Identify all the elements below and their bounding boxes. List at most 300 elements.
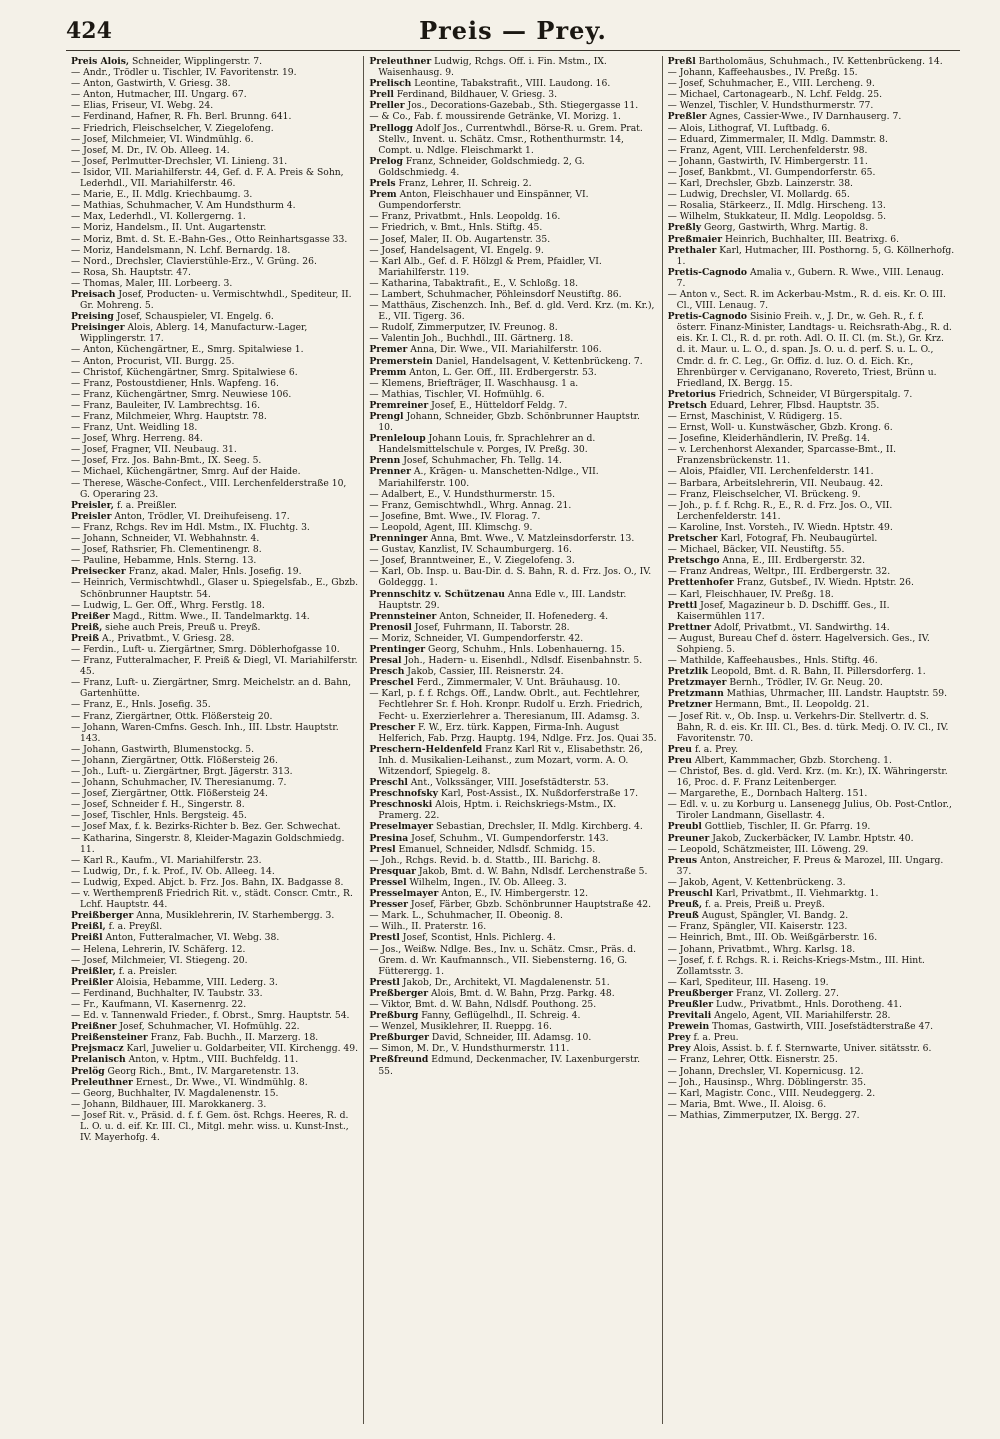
entry-details: f. a. Preu. [690, 1032, 739, 1044]
entry-details: — Franz, Milchmeier, Whrg. Hauptstr. 78. [71, 411, 267, 422]
directory-entry [668, 178, 955, 189]
entry-details: Jakob, Zuckerbäcker, IV. Lambr. Hptstr. 40. [709, 832, 914, 844]
directory-entry [71, 910, 358, 921]
entry-details: Josef, Schauspieler, VI. Engelg. 6. [113, 311, 274, 323]
directory-entry [369, 666, 656, 677]
entry-details: Mathias, Uhrmacher, III. Landstr. Hauptstr. 59. [723, 688, 948, 700]
entry-details: — Ferdinand, Buchhalter, IV. Taubstr. 33. [71, 987, 263, 999]
directory-entry [668, 633, 955, 655]
entry-details: — Johann, Drechsler, VI. Kopernicusg. 12. [667, 1065, 864, 1077]
entry-details: Friedrich, Schneider, VI Bürgerspitalg. 7. [715, 388, 913, 400]
entry-details: — Josef, f. f. Rchgs. R. i. Reichs-Kriegs-Mstm., III. Hint. Zollamtsstr. 3. [667, 954, 925, 977]
entry-surname: Preus [667, 854, 698, 866]
entry-details: — Johann, Ziergärtner, Ottk. Flößersteig 26. [71, 754, 278, 766]
directory-entry [71, 810, 358, 821]
directory-columns [66, 56, 960, 1424]
entry-surname: Preißl [71, 932, 103, 944]
directory-entry [369, 111, 656, 122]
directory-entry [369, 877, 656, 888]
entry-details: Fanny, Geflügelhdl., II. Schreig. 4. [418, 1010, 581, 1022]
page-number: 424 [66, 18, 112, 44]
entry-details: — Max, Lederhdl., VI. Kollergerng. 1. [71, 211, 246, 223]
entry-details: — Christof, Küchengärtner, Smrg. Spitalwiese 6. [71, 366, 298, 378]
directory-entry [71, 600, 358, 611]
entry-details: — Josef, Perlmutter-Drechsler, VI. Linieng. 31. [71, 155, 288, 167]
directory-entry [71, 200, 358, 211]
directory-entry [668, 100, 955, 111]
directory-entry [668, 955, 955, 977]
directory-entry [71, 478, 358, 500]
directory-entry [369, 89, 656, 100]
entry-surname: Premerstein [369, 355, 433, 367]
directory-entry [668, 67, 955, 78]
directory-entry [369, 300, 656, 322]
directory-entry [668, 833, 955, 844]
directory-entry [369, 56, 656, 78]
directory-entry [369, 256, 656, 278]
directory-entry [369, 333, 656, 344]
directory-entry [369, 522, 656, 533]
directory-entry [668, 211, 955, 222]
entry-details: — Ed. v. Tannenwald Frieder., f. Obrst., Smrg. Hauptstr. 54. [71, 1010, 350, 1022]
directory-entry [668, 711, 955, 744]
directory-entry [668, 156, 955, 167]
directory-entry [668, 1043, 955, 1054]
entry-details: Johann Louis, fr. Sprachlehrer an d. Handelsmittelschule v. Porges, IV. Preßg. 30. [378, 433, 596, 456]
directory-entry [71, 78, 358, 89]
entry-surname: Pretzmayer [667, 677, 727, 689]
entry-details: — Karl, Drechsler, Gbzb. Lainzerstr. 38. [667, 178, 853, 190]
entry-details: Ferdinand, Bildhauer, V. Griesg. 3. [393, 89, 558, 101]
entry-details: — Heinrich, Vermischtwhdl., Glaser u. Spiegelsfab., E., Gbzb. Schönbrunner Hauptstr. 54. [71, 577, 359, 600]
entry-details: — Karl, Ob. Insp. u. Bau-Dir. d. S. Bahn, R. d. Frz. Jos. O., IV. Goldeggg. 1. [369, 566, 652, 589]
entry-details: A., Privatbmt., V. Griesg. 28. [99, 632, 235, 644]
entry-surname: Premm [369, 366, 407, 378]
entry-details: — Fr., Kaufmann, VI. Kasernenrg. 22. [71, 998, 247, 1010]
entry-details: — Josef, Schneider f. H., Singerstr. 8. [71, 799, 245, 811]
directory-entry [71, 1010, 358, 1021]
entry-details: — Friedrich, Fleischselcher, V. Ziegelofeng. [71, 122, 274, 134]
entry-surname: Prenn [369, 455, 401, 467]
directory-entry [71, 644, 358, 655]
entry-details: Ant., Volkssänger, VIII. Josefstädterstr. 53. [407, 777, 609, 789]
entry-details: Heinrich, Buchhalter, III. Beatrixg. 6. [722, 233, 900, 245]
directory-entry [668, 877, 955, 888]
entry-surname: Preller [369, 100, 405, 112]
directory-entry [71, 799, 358, 810]
entry-details: — Katharina, Tabaktrafit., E., V. Schloßg. 18. [369, 277, 579, 289]
entry-surname: Preisecker [71, 566, 126, 578]
entry-details: Sebastian, Drechsler, II. Mdlg. Kirchberg. 4. [433, 821, 643, 833]
entry-details: Anton, Schneider, II. Hofenederg. 4. [436, 610, 609, 622]
entry-details: — Jakob, Agent, V. Kettenbrückeng. 3. [667, 876, 846, 888]
directory-column-3 [663, 56, 960, 1424]
directory-entry [668, 899, 955, 910]
directory-entry [668, 123, 955, 134]
entry-details: — Josef, Milchmeier, VI. Windmühlg. 6. [71, 133, 254, 145]
directory-entry [369, 356, 656, 367]
directory-entry [369, 788, 656, 799]
directory-entry [71, 566, 358, 577]
entry-details: — Ferdinand, Hafner, R. Fh. Berl. Brunng. 641. [71, 111, 292, 123]
directory-entry [71, 966, 358, 977]
directory-entry [369, 544, 656, 555]
directory-entry [369, 821, 656, 832]
entry-details: Jakob, Cassier, III. Reisnerstr. 24. [404, 666, 564, 678]
directory-entry [369, 688, 656, 721]
directory-entry [369, 799, 656, 821]
directory-entry [71, 222, 358, 233]
entry-surname: Preuner [667, 832, 710, 844]
entry-details: Josef, E., Hütteldorf Feldg. 7. [428, 399, 568, 411]
directory-entry [668, 1110, 955, 1121]
directory-entry [71, 156, 358, 167]
directory-entry [71, 322, 358, 344]
entry-details: — Georg, Buchhalter, IV. Magdalenenstr. 15. [71, 1087, 279, 1099]
entry-details: — Rudolf, Zimmerputzer, IV. Freunog. 8. [369, 322, 558, 334]
directory-entry [71, 711, 358, 722]
entry-surname: Preleuthner [369, 56, 432, 67]
entry-surname: Premreiner [369, 399, 429, 411]
entry-details: Anna, E., III. Erdbergerstr. 32. [719, 555, 866, 567]
directory-entry [369, 844, 656, 855]
entry-surname: Preu [667, 743, 692, 755]
entry-details: — Franz, Postoustdiener, Hnls. Wapfeng. 16. [71, 377, 279, 389]
directory-entry [71, 344, 358, 355]
directory-entry [668, 1054, 955, 1065]
entry-surname: Preißberger [71, 910, 134, 922]
entry-details: Leopold, Bmt. d. R. Bahn, II. Pillersdorferg. 1. [708, 666, 926, 678]
entry-details: — Maria, Bmt. Wwe., II. Aloisg. 6. [667, 1098, 827, 1110]
directory-entry [369, 234, 656, 245]
entry-surname: Preiß, [71, 621, 103, 633]
entry-details: — Josefine, Kleiderhändlerin, IV. Preßg. 14. [667, 433, 870, 445]
entry-details: Franz, VI. Zollerg. 27. [733, 987, 839, 999]
entry-details: — Johann, Privatbmt., Whrg. Karlsg. 18. [667, 943, 856, 955]
directory-entry [369, 644, 656, 655]
entry-details: — Franz, Bauleiter, IV. Lambrechtsg. 16. [71, 399, 261, 411]
entry-details: Ludw., Privatbmt., Hnls. Dorotheng. 41. [713, 998, 902, 1010]
entry-surname: Prenleloup [369, 433, 426, 445]
entry-details: — Franz, Privatbmt., Hnls. Leopoldg. 16. [369, 211, 561, 223]
entry-details: — Michael, Bäcker, VII. Neustiftg. 55. [667, 544, 845, 556]
entry-surname: Preißner [71, 1021, 117, 1033]
entry-details: — Karl, Magistr. Conc., VIII. Neudeggerg. 2. [667, 1087, 876, 1099]
directory-entry [71, 677, 358, 699]
entry-details: Anna, Dir. Wwe., VII. Mariahilferstr. 106. [407, 344, 602, 356]
entry-details: F. W., Erz. türk. Kappen, Firma-Inh. August Helferich, Fab. Przg. Hauptg. 194, Ndlge. Frz. Jos. Quai 35. [378, 721, 657, 744]
entry-surname: Presser [369, 899, 408, 911]
entry-details: — Josef, Whrg. Herreng. 84. [71, 433, 203, 445]
entry-surname: Preßburger [369, 1032, 429, 1044]
entry-details: Anton, v. Hptm., VIII. Buchfeldg. 11. [125, 1054, 299, 1066]
directory-entry [369, 455, 656, 466]
directory-entry [668, 977, 955, 988]
entry-surname: Preleuthner [71, 1076, 133, 1088]
entry-details: — Pauline, Hebamme, Hnls. Sterng. 13. [71, 555, 257, 567]
entry-details: — Johann, Gastwirth, IV. Himbergerstr. 11. [667, 155, 868, 167]
entry-details: Karl, Fotograf, Fh. Neubaugürtel. [717, 533, 878, 545]
directory-entry [71, 855, 358, 866]
directory-entry [369, 910, 656, 921]
directory-entry [71, 777, 358, 788]
directory-entry [71, 977, 358, 988]
entry-surname: Preisler, [71, 499, 114, 511]
entry-details: Josef, Schuhmacher, VI. Hofmühlg. 22. [116, 1021, 300, 1033]
entry-details: — Franz, Spängler, VII. Kaiserstr. 123. [667, 921, 848, 933]
entry-surname: Preselmayer [369, 821, 434, 833]
directory-entry [71, 455, 358, 466]
entry-details: Franz, Gutsbef., IV. Wiedn. Hptstr. 26. [733, 577, 914, 589]
directory-entry [71, 511, 358, 522]
directory-entry [369, 211, 656, 222]
directory-entry [71, 522, 358, 533]
entry-surname: Prenninger [369, 533, 428, 545]
entry-details: — Christof, Bes. d. gld. Verd. Krz. (m. Kr.), IX. Währingerstr. 16, Proc. d. F. Franz Leitenberger. [667, 766, 948, 789]
entry-details: — Franz, Futteralmacher, F. Preiß & Diegl, VI. Mariahilferstr. 45. [71, 655, 358, 678]
entry-details: Anton, Trödler, VI. Dreihufeiseng. 17. [111, 510, 290, 522]
entry-details: — Johann, Bildhauer, III. Marokkanerg. 3. [71, 1098, 267, 1110]
entry-details: — Anton, Gastwirth, V. Griesg. 38. [71, 78, 231, 90]
directory-entry [668, 433, 955, 444]
entry-details: Anna, Musiklehrerin, IV. Starhembergg. 3. [133, 910, 335, 922]
directory-entry [668, 666, 955, 677]
entry-details: Franz, Fab. Buchh., II. Marzerg. 18. [147, 1032, 319, 1044]
entry-details: Franz, akad. Maler, Hnls. Josefig. 19. [125, 566, 302, 578]
entry-details: — Heinrich, Bmt., III. Ob. Weißgärberstr. 16. [667, 932, 878, 944]
directory-entry [668, 466, 955, 477]
directory-entry [668, 1088, 955, 1099]
entry-details: — Friedrich, v. Bmt., Hnls. Stiftg. 45. [369, 222, 543, 234]
entry-details: Alois, Assist. b. f. f. Sternwarte, Univer. sitätsstr. 6. [690, 1043, 932, 1055]
entry-details: Josef, Schuhm., VI. Gumpendorferstr. 143. [408, 832, 609, 844]
directory-entry [668, 622, 955, 633]
entry-details: — Matthäus, Zischenzch. Inh., Bef. d. gld. Verd. Krz. (m. Kr.), E., VII. Tigerg. 36. [369, 300, 655, 323]
entry-details: Josef, Magazineur b. D. Dschifff. Ges., II. Kaisermühlen 117. [676, 599, 890, 622]
entry-details: — Ludwig, Exped. Abjct. b. Frz. Jos. Bahn, IX. Badgasse 8. [71, 876, 344, 888]
entry-details: — Johann, Gastwirth, Blumenstockg. 5. [71, 743, 255, 755]
directory-entry [71, 422, 358, 433]
directory-entry [71, 1099, 358, 1110]
entry-details: — Karoline, Inst. Vorsteh., IV. Wiedn. Hptstr. 49. [667, 521, 893, 533]
entry-details: — & Co., Fab. f. moussirende Getränke, VI. Morizg. 1. [369, 111, 621, 123]
directory-entry [369, 1032, 656, 1043]
directory-entry [71, 1110, 358, 1143]
entry-details: Magd., Rittm. Wwe., II. Tandelmarktg. 14. [109, 610, 310, 622]
entry-details: f. a. Preisler. [115, 965, 178, 977]
entry-details: — Josef, M. Dr., IV. Ob. Alleeg. 14. [71, 144, 230, 156]
entry-details: — Joh., Hausinsp., Whrg. Döblingerstr. 35. [667, 1076, 866, 1088]
directory-entry [71, 211, 358, 222]
directory-entry [369, 278, 656, 289]
directory-entry [71, 1043, 358, 1054]
directory-entry [668, 555, 955, 566]
directory-entry [668, 311, 955, 389]
directory-entry [369, 988, 656, 999]
entry-details: — Mathias, Zimmerputzer, IX. Bergg. 27. [667, 1109, 860, 1121]
directory-entry [668, 988, 955, 999]
directory-entry [71, 788, 358, 799]
directory-entry [668, 145, 955, 156]
directory-entry [668, 189, 955, 200]
entry-surname: Prey [667, 1043, 691, 1055]
entry-details: — Helena, Lehrerin, IV. Schäferg. 12. [71, 943, 246, 955]
directory-entry [668, 799, 955, 821]
directory-entry [668, 1066, 955, 1077]
directory-entry [668, 600, 955, 622]
entry-details: — Simon, M. Dr., V. Hundsthurmerstr. 111. [369, 1043, 570, 1055]
directory-entry [668, 999, 955, 1010]
directory-entry [71, 311, 358, 322]
entry-details: — Josef, Branntweiner, E., V. Ziegelofeng. 3. [369, 555, 575, 567]
entry-details: Thomas, Gastwirth, VIII. Josefstädterstraße 47. [709, 1021, 934, 1033]
directory-entry [369, 555, 656, 566]
entry-surname: Prejsmacz [71, 1043, 124, 1055]
directory-entry [71, 611, 358, 622]
entry-details: Alois, Bmt. d. W. Bahn, Przg. Parkg. 48. [428, 987, 615, 999]
directory-entry [668, 400, 955, 411]
directory-entry [71, 1088, 358, 1099]
directory-entry [369, 677, 656, 688]
directory-entry [71, 988, 358, 999]
directory-entry [668, 844, 955, 855]
entry-surname: Preßmaier [667, 233, 723, 245]
entry-details: — Karl, Spediteur, III. Haseng. 19. [667, 976, 829, 988]
directory-entry [71, 633, 358, 644]
entry-details: Bernh., Trödler, IV. Gr. Neug. 20. [726, 677, 883, 689]
directory-entry [369, 722, 656, 744]
entry-surname: Pretis-Cagnodo [667, 311, 748, 323]
entry-surname: Prennschitz v. Schützenau [369, 588, 505, 600]
entry-details: — Franz, Luft- u. Ziergärtner, Smrg. Meichelstr. an d. Bahn, Gartenhütte. [71, 677, 352, 700]
entry-details: Albert, Kammmacher, Gbzb. Storcheng. 1. [691, 754, 892, 766]
entry-details: — Franz, Lehrer, Ottk. Eisnerstr. 25. [667, 1054, 838, 1066]
directory-entry [71, 378, 358, 389]
entry-details: — Josef, Rathsrier, Fh. Clementinengr. 8. [71, 544, 262, 556]
entry-surname: Preuß [667, 910, 699, 922]
entry-details: — Johann, Schneider, VI. Webhahnstr. 4. [71, 533, 260, 545]
directory-entry [369, 289, 656, 300]
entry-details: — Nord., Drechsler, Clavierstühle-Erz., V. Grüng. 26. [71, 255, 317, 267]
entry-details: — Josef, Milchmeier, VI. Stiegeng. 20. [71, 954, 248, 966]
directory-entry [71, 134, 358, 145]
directory-entry [668, 910, 955, 921]
entry-details: — Leopold, Schätzmeister, III. Löweng. 29. [667, 843, 869, 855]
entry-surname: Preiß [71, 632, 100, 644]
entry-surname: Pretzner [667, 699, 713, 711]
entry-surname: Prels [369, 178, 396, 190]
entry-details: — Mathias, Tischler, VI. Hofmühlg. 6. [369, 388, 545, 400]
entry-details: Wilhelm, Ingen., IV. Ob. Alleeg. 3. [406, 876, 567, 888]
entry-details: — Franz, Agent, VIII. Lerchenfelderstr. 98. [667, 144, 868, 156]
entry-details: Adolf, Privatbmt., VI. Sandwirthg. 14. [711, 621, 890, 633]
entry-details: Gottlieb, Tischler, II. Gr. Pfarrg. 19. [701, 821, 871, 833]
entry-details: — Franz, Unt. Weidling 18. [71, 422, 198, 434]
entry-details: — Rosalia, Stärkeerz., II. Mdlg. Hirscheng. 13. [667, 200, 886, 212]
directory-entry [71, 744, 358, 755]
directory-entry [71, 411, 358, 422]
entry-details: — Moriz, Handelsmann, N. Lchf. Bernardg. 18. [71, 244, 291, 256]
entry-details: — Moriz, Bmt. d. St. E.-Bahn-Ges., Otto Reinhartsgasse 33. [71, 233, 348, 245]
directory-entry [71, 1032, 358, 1043]
entry-details: Anton, Fleischhauer und Einspänner, VI. Gumpendorferstr. [378, 189, 589, 212]
entry-surname: Preising [71, 311, 114, 323]
entry-surname: Prengl [369, 411, 404, 422]
entry-surname: Prestl [369, 976, 400, 988]
directory-entry [71, 444, 358, 455]
entry-surname: Preschl [369, 777, 408, 789]
directory-entry [668, 56, 955, 67]
entry-details: — Rosa, Sh. Hauptstr. 47. [71, 266, 191, 278]
entry-surname: Prettl [667, 599, 698, 611]
directory-entry [71, 1021, 358, 1032]
entry-details: — Adalbert, E., V. Hundsthurmerstr. 15. [369, 488, 556, 500]
directory-entry [71, 921, 358, 932]
entry-surname: Premer [369, 344, 408, 356]
entry-details: — Marie, E., II. Mdlg. Kriechbaumg. 3. [71, 189, 253, 201]
directory-entry [369, 622, 656, 633]
entry-details: Daniel, Handelsagent, V. Kettenbrückeng. 7. [432, 355, 643, 367]
directory-entry [668, 944, 955, 955]
entry-details: — Karl, p. f. f. Rchgs. Off., Landw. Obrlt., aut. Fechtlehrer, Fechtlehrer Sr. f. Hoh. Kronpr. Rudolf u. Erzh. Friedrich, Fecht- u. Exerzierlehrer a. Theresianum, III. Adamsg. 3. [369, 688, 643, 722]
entry-details: — Ludwig, Dr., f. k. Prof., IV. Ob. Alleeg. 14. [71, 865, 275, 877]
entry-surname: Preißler [71, 976, 114, 988]
entry-details: — Andr., Trödler u. Tischler, IV. Favoritenstr. 19. [71, 67, 297, 79]
entry-surname: Preschern-Heldenfeld [369, 743, 483, 755]
directory-entry [71, 145, 358, 156]
directory-entry [668, 444, 955, 466]
entry-surname: Preisach [71, 288, 116, 300]
entry-details: — Josef Rit. v., Ob. Insp. u. Verkehrs-Dir. Stellvertr. d. S. Bahn, R. d. eis. Kr. III. Cl., Bes. d. türk. Medj. O. IV. Cl., IV. Favoritenstr. 70. [667, 710, 949, 744]
entry-details: — Ludwig, Drechsler, VI. Mollardg. 65. [667, 189, 850, 201]
directory-entry [668, 389, 955, 400]
entry-surname: Pretzmann [667, 688, 724, 700]
entry-details: — Franz, Rchgs. Rev im Hdl. Mstm., IX. Fluchtg. 3. [71, 521, 310, 533]
entry-surname: Preßler [667, 111, 707, 123]
entry-details: Aloisia, Hebamme, VIII. Lederg. 3. [113, 976, 278, 988]
entry-surname: Preuß, [667, 899, 703, 911]
entry-surname: Prelanisch [71, 1054, 126, 1066]
directory-entry [668, 422, 955, 433]
entry-details: — Valentin Joh., Buchhdl., III. Gärtnerg. 18. [369, 333, 574, 345]
entry-details: Georg, Gastwirth, Whrg. Martig. 8. [701, 222, 869, 234]
entry-surname: Prethaler [667, 244, 717, 256]
directory-entry [668, 1077, 955, 1088]
entry-details: — Lambert, Schuhmacher, Pöhleinsdorf Neustiftg. 86. [369, 288, 622, 300]
entry-details: Karl, Post-Assist., IX. Nußdorferstraße 17. [438, 788, 638, 800]
entry-surname: Preuschl [667, 888, 713, 900]
directory-entry [369, 977, 656, 988]
entry-details: Alois, Hptm. i. Reichskriegs-Mstm., IX. Pramerg. 22. [378, 799, 617, 822]
directory-entry [369, 855, 656, 866]
directory-entry [369, 433, 656, 455]
entry-details: Edmund, Deckenmacher, IV. Laxenburgerstr. 55. [378, 1054, 641, 1077]
directory-entry [369, 322, 656, 333]
directory-entry [369, 178, 656, 189]
entry-surname: Pretsch [667, 399, 707, 411]
directory-entry [668, 766, 955, 788]
entry-surname: Preschel [369, 677, 414, 689]
directory-entry [369, 489, 656, 500]
directory-entry [668, 688, 955, 699]
directory-entry [668, 755, 955, 766]
directory-entry [369, 500, 656, 511]
entry-details: — Eduard, Zimmermaler, II. Mdlg. Dammstr. 8. [667, 133, 888, 145]
directory-entry [71, 367, 358, 378]
entry-surname: Prelög [71, 1065, 105, 1077]
directory-entry [369, 932, 656, 943]
directory-column-2 [364, 56, 662, 1424]
